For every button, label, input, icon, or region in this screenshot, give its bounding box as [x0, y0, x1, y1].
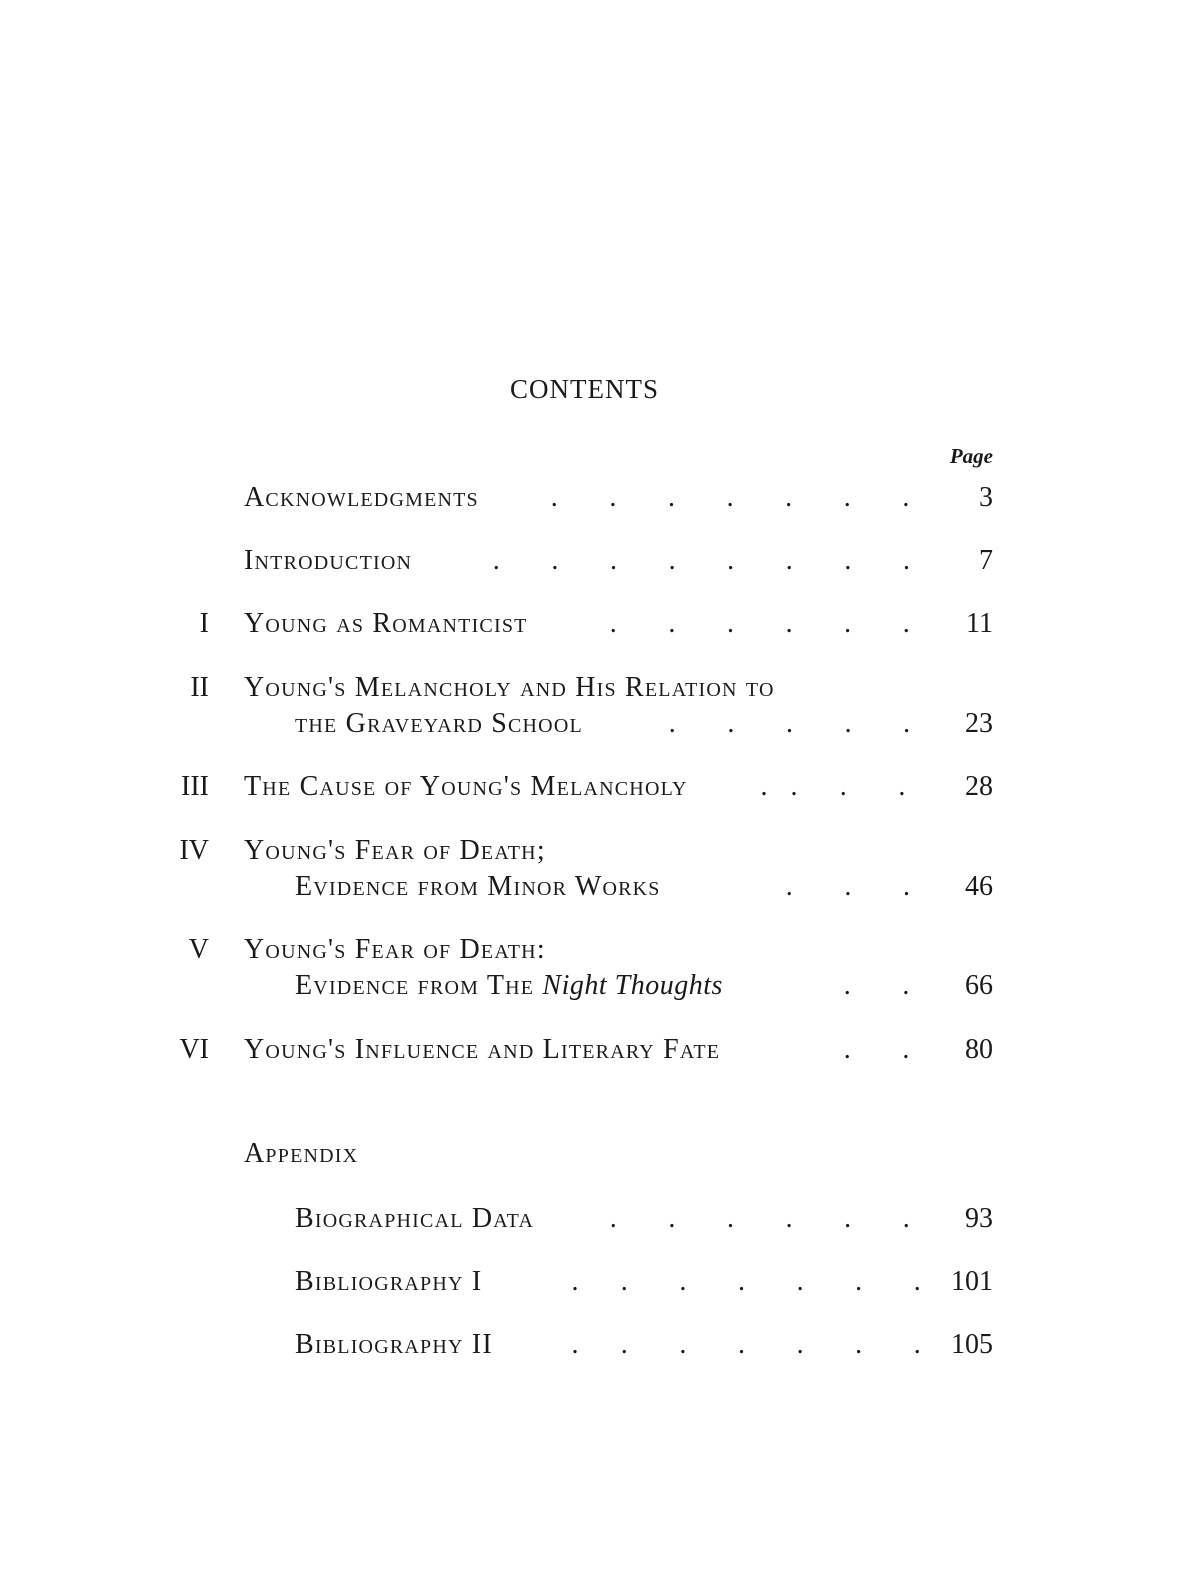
toc-entry-chapter-4-continued[interactable]	[0, 867, 1191, 907]
chapter-number: II	[190, 672, 209, 703]
toc-entry-chapter-2[interactable]	[0, 668, 1191, 708]
leader-dots: . . . . . . .	[571, 1329, 921, 1360]
toc-page-number: 105	[951, 1329, 993, 1360]
toc-entry-chapter-2-continued[interactable]	[0, 704, 1191, 744]
toc-entry-title: Young's Fear of Death;	[244, 835, 546, 866]
leader-dots: . . .	[785, 871, 910, 902]
toc-page-number: 23	[965, 708, 993, 739]
chapter-number: III	[181, 771, 209, 802]
toc-entry-bibliography-2[interactable]	[0, 1325, 1191, 1365]
page-column-label: Page	[949, 444, 993, 468]
toc-page-number: 7	[979, 545, 993, 576]
leader-dots: . . . .	[760, 771, 906, 802]
toc-entry-title: Acknowledgments	[244, 482, 479, 513]
toc-page-number: 3	[979, 482, 993, 513]
leader-dots: . . . . . . .	[550, 482, 910, 513]
toc-entry-title-continued: Evidence from Minor Works	[295, 871, 661, 902]
toc-entry-biographical-data[interactable]	[0, 1199, 1191, 1239]
toc-page-number: 66	[965, 970, 993, 1001]
toc-entry-bibliography-1[interactable]	[0, 1262, 1191, 1302]
toc-page-number: 46	[965, 871, 993, 902]
toc-entry-title: Young's Melancholy and His Relation to	[244, 672, 775, 703]
toc-entry-title: Young as Romanticist	[244, 608, 528, 639]
toc-entry-title-italic: Night Thoughts	[542, 970, 723, 1001]
toc-entry-title-continued: the Graveyard School	[295, 708, 583, 739]
leader-dots: . . . . . .	[609, 1203, 910, 1234]
toc-entry-chapter-3[interactable]	[0, 767, 1191, 807]
toc-entry-title-part: Evidence from The	[295, 970, 535, 1001]
toc-entry-chapter-5[interactable]	[0, 930, 1191, 970]
toc-entry-title: The Cause of Young's Melancholy	[244, 771, 688, 802]
leader-dots: . . . . . . .	[571, 1266, 921, 1297]
leader-dots: . . . . . .	[609, 608, 910, 639]
leader-dots: . . . . . . . .	[492, 545, 910, 576]
toc-entry-chapter-5-continued[interactable]	[0, 966, 1191, 1006]
toc-entry-title: Young's Fear of Death:	[244, 934, 546, 965]
toc-entry-title: Introduction	[244, 545, 413, 576]
toc-entry-chapter-1[interactable]	[0, 604, 1191, 644]
chapter-number: VI	[179, 1034, 209, 1065]
toc-entry-title: Bibliography I	[295, 1266, 483, 1297]
toc-entry-chapter-6[interactable]	[0, 1030, 1191, 1070]
toc-page-number: 93	[965, 1203, 993, 1234]
toc-page-number: 101	[951, 1266, 993, 1297]
leader-dots: . .	[843, 1034, 910, 1065]
toc-entry-title: Biographical Data	[295, 1203, 535, 1234]
toc-page-number: 11	[966, 608, 993, 639]
toc-entry-acknowledgments[interactable]	[0, 478, 1191, 518]
toc-page-number: 28	[965, 771, 993, 802]
toc-entry-chapter-4[interactable]	[0, 831, 1191, 871]
appendix-heading[interactable]	[0, 1134, 1191, 1174]
toc-entry-title: Young's Influence and Literary Fate	[244, 1034, 721, 1065]
chapter-number: I	[199, 608, 209, 639]
leader-dots: . .	[843, 970, 910, 1001]
toc-entry-title-continued	[295, 966, 723, 1006]
page-title: CONTENTS	[510, 374, 659, 404]
appendix-heading-text: Appendix	[244, 1138, 359, 1169]
chapter-number: IV	[179, 835, 209, 866]
leader-dots: . . . . .	[668, 708, 911, 739]
chapter-number: V	[188, 934, 209, 965]
toc-entry-title: Bibliography II	[295, 1329, 493, 1360]
toc-entry-introduction[interactable]	[0, 541, 1191, 581]
toc-page-number: 80	[965, 1034, 993, 1065]
